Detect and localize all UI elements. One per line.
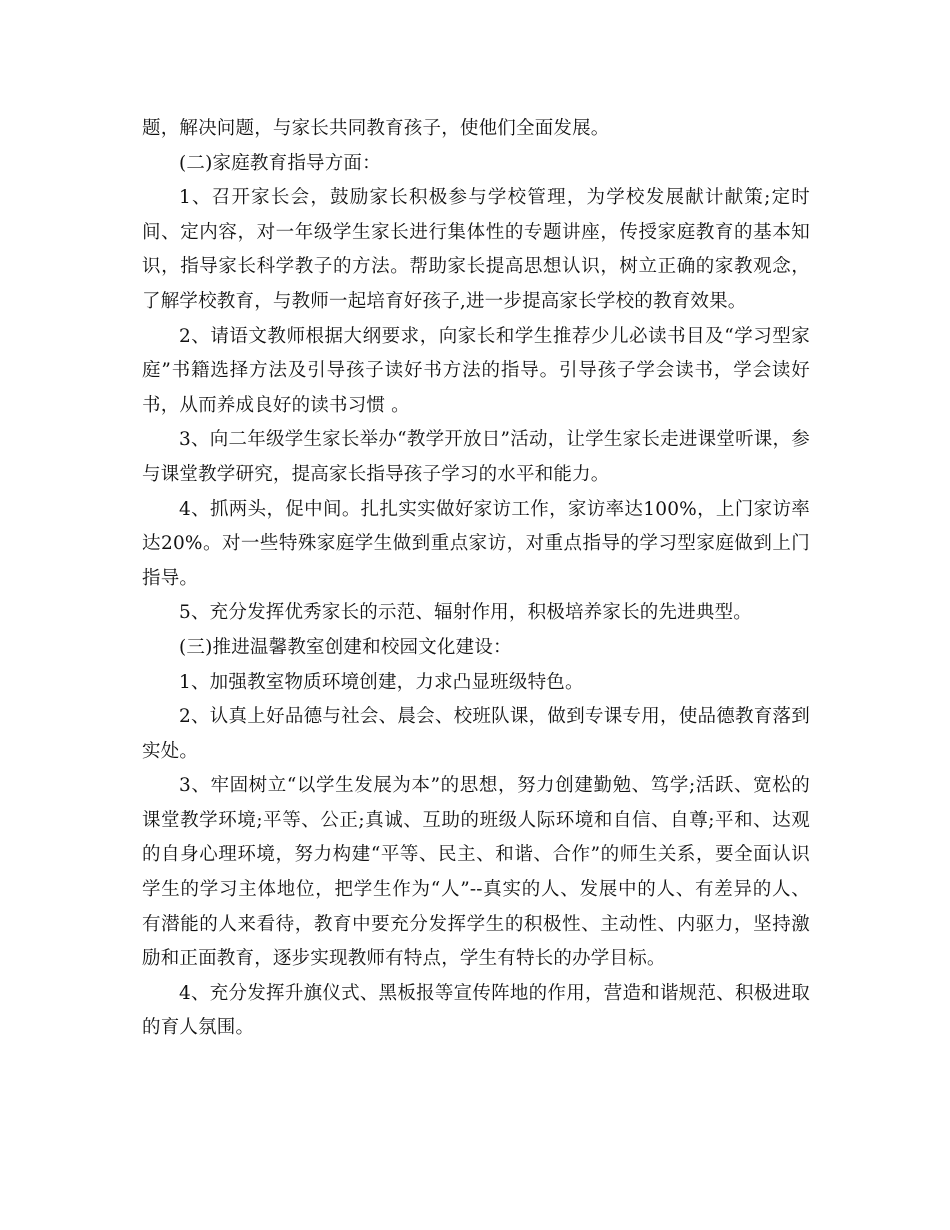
paragraph-classroom-environment: 1、加强教室物质环境创建，力求凸显班级特色。 — [179, 671, 584, 693]
paragraph-student-development: 3、牢固树立“以学生发展为本”的思想，努力创建勤勉、笃学;活跃、宽松的课堂教学环境;平等、公正;真诚、互助的班级人际环境和自信、自尊;平和、达观的自身心理环境，努力构建“平等、民主、和谐、合作”的师生关系，要全面认识学生的学习主体地位，把学生作为“人”--真实的人、发展中的人、有差异的人、有潜能的人来看待，教育中要充分发挥学生的积极性、主动性、内驱力，坚持激励和正面教育，逐步实现教师有特点，学生有特长的办学目标。 — [142, 775, 810, 970]
document-body — [142, 112, 810, 1046]
paragraph-continuation: 题，解决问题，与家长共同教育孩子，使他们全面发展。 — [142, 118, 610, 139]
paragraph-model-parents: 5、充分发挥优秀家长的示范、辐射作用，积极培养家长的先进典型。 — [179, 602, 752, 624]
paragraph-flag-ceremony: 4、充分发挥升旗仪式、黑板报等宣传阵地的作用，营造和谐规范、积极进取的育人氛围。 — [142, 982, 810, 1039]
paragraph-open-day: 3、向二年级学生家长举办“教学开放日”活动，让学生家长走进课堂听课，参与课堂教学研究，提高家长指导孩子学习的水平和能力。 — [142, 429, 810, 485]
section-heading-family-education: (二)家庭教育指导方面： — [179, 152, 381, 174]
paragraph-home-visits: 4、抓两头，促中间。扎扎实实做好家访工作，家访率达100%，上门家访率达20%。对一些特殊家庭学生做到重点家访，对重点指导的学习型家庭做到上门指导。 — [142, 498, 810, 589]
paragraph-reading-guidance: 2、请语文教师根据大纲要求，向家长和学生推荐少儿必读书目及“学习型家庭”书籍选择方法及引导孩子读好书方法的指导。引导孩子学会读书，学会读好书，从而养成良好的读书习惯 。 — [142, 325, 810, 416]
paragraph-moral-education: 2、认真上好品德与社会、晨会、校班队课，做到专课专用，使品德教育落到实处。 — [142, 706, 810, 762]
paragraph-parent-meeting: 1、召开家长会，鼓励家长积极参与学校管理，为学校发展献计献策;定时间、定内容，对一年级学生家长进行集体性的专题讲座，传授家庭教育的基本知识，指导家长科学教子的方法。帮助家长提高思想认识，树立正确的家教观念，了解学校教育，与教师一起培育好孩子,进一步提高家长学校的教育效果。 — [142, 187, 810, 312]
section-heading-campus-culture: (三)推进温馨教室创建和校园文化建设： — [179, 636, 512, 658]
